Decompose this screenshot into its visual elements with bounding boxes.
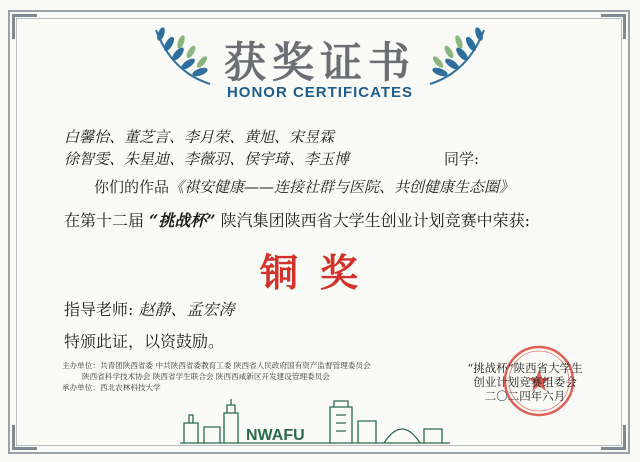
award-level: 铜奖 [259,251,380,295]
committee-line-1: “挑战杯”陕西省大学生 [467,361,583,375]
committee-date: 二〇二四年六月 [484,389,566,403]
salutation-label: 同学: [444,150,480,168]
competition-prefix: 在第十二届 [64,211,145,230]
advisor-line [64,297,235,320]
project-line [94,176,514,197]
corner-ornament-bottom-left [12,425,37,450]
competition-line [64,208,530,231]
project-title: 《祺安健康——连接社群与医院、共创健康生态圈》 [169,178,515,196]
competition-suffix: 陕汽集团陕西省大学生创业计划竞赛中荣获: [220,211,531,230]
advisor-label: 指导老师: [64,300,134,319]
competition-cup-name: “挑战杯” [149,211,216,230]
organizers-row-1: 主办单位：共青团陕西省委 中共陕西省委教育工委 陕西省人民政府国有资产监督管理委员会 [62,361,371,370]
recipient-names-line-1: 白馨怡、董芝言、李月荣、黄旭、宋昱霖 [64,128,335,146]
certificate-title-english: HONOR CERTIFICATES [226,84,414,101]
university-logo-text: NWAFU [246,427,305,444]
advisor-names: 赵静、孟宏涛 [138,300,235,319]
committee-signature [450,361,600,403]
organizers-block [62,360,371,393]
certificate-title: 获奖证书 [223,38,416,87]
organizers-row-2: 陕西省科学技术协会 陕西省学生联合会 陕西西咸新区开发建设管理委员会 [82,372,330,381]
campus-skyline-logo [180,393,450,445]
closing-statement: 特颁此证，以资鼓励。 [64,332,225,351]
corner-ornament-bottom-right [601,425,626,450]
recipient-names-line-2: 徐智雯、朱星迪、李薇羽、侯宇琦、李玉博 [64,150,350,168]
project-prefix: 你们的作品 [94,178,170,196]
host-row: 承办单位：西北农林科技大学 [62,383,161,392]
committee-line-2: 创业计划竞赛组委会 [473,375,577,389]
